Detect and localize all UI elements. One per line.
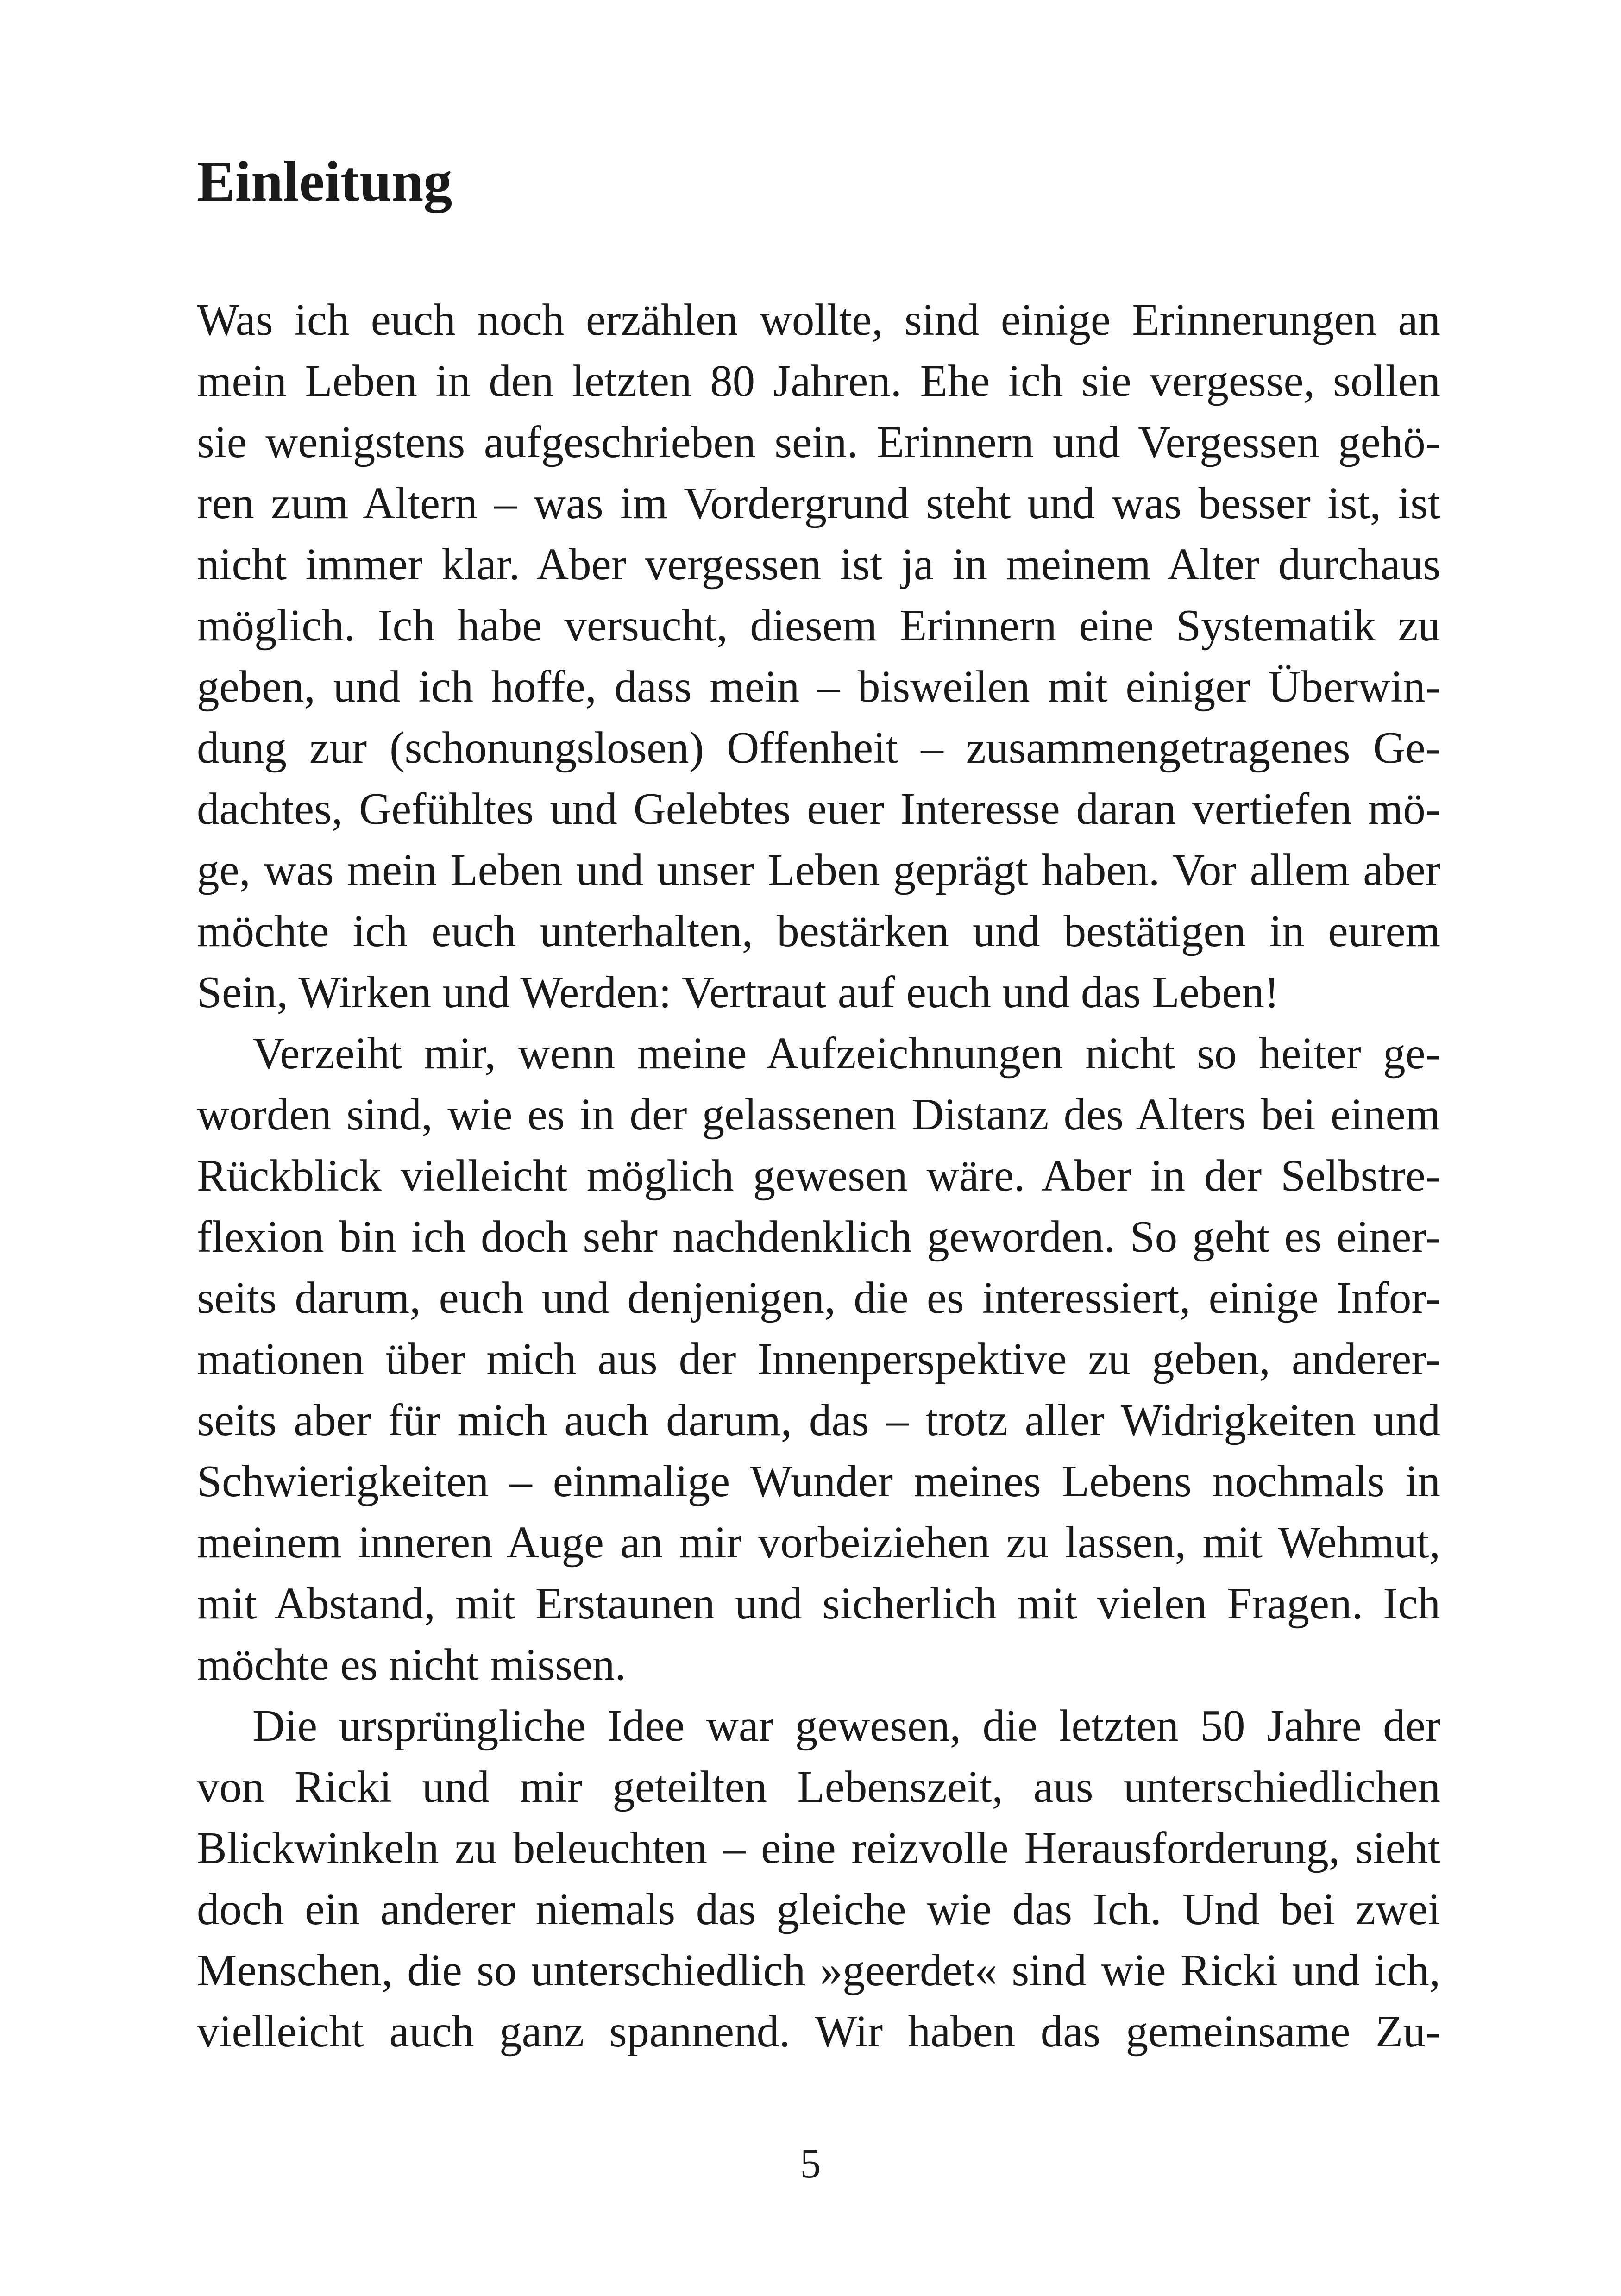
text-line: möchte ich euch unterhalten, bestärken und bestätigen in eurem [197,906,1440,956]
body-text [197,289,1440,2062]
text-line: mationen über mich aus der Innenperspektive zu geben, anderer- [197,1334,1440,1384]
text-line: sie wenigstens aufgeschrieben sein. Erinnern und Vergessen gehö- [197,417,1440,467]
text-line: flexion bin ich doch sehr nachdenklich geworden. So geht es einer- [197,1212,1440,1261]
text-line: worden sind, wie es in der gelassenen Distanz des Alters bei einem [197,1090,1440,1139]
text-line: vielleicht auch ganz spannend. Wir haben das gemeinsame Zu- [197,2007,1440,2056]
text-line: von Ricki und mir geteilten Lebenszeit, aus unterschiedlichen [197,1762,1440,1812]
text-line: dachtes, Gefühltes und Gelebtes euer Interesse daran vertiefen mö- [197,784,1440,834]
text-line: Die ursprüngliche Idee war gewesen, die letzten 50 Jahre der [252,1701,1440,1750]
text-line: Blickwinkeln zu beleuchten – eine reizvolle Herausforderung, sieht [197,1823,1440,1873]
text-line: möglich. Ich habe versucht, diesem Erinnern eine Systematik zu [197,601,1440,650]
text-line: möchte es nicht missen. [197,1640,626,1689]
text-line: geben, und ich hoffe, dass mein – bisweilen mit einiger Überwin- [197,662,1440,711]
text-line: seits darum, euch und denjenigen, die es interessiert, einige Infor- [197,1273,1440,1323]
text-line: Verzeiht mir, wenn meine Aufzeichnungen nicht so heiter ge- [252,1029,1440,1078]
text-line: ge, was mein Leben und unser Leben geprägt haben. Vor allem aber [197,845,1440,895]
text-line: Menschen, die so unterschiedlich »geerdet« sind wie Ricki und ich, [197,1945,1440,1995]
text-line: nicht immer klar. Aber vergessen ist ja in meinem Alter durchaus [197,539,1440,589]
text-line: mein Leben in den letzten 80 Jahren. Ehe ich sie vergesse, sollen [197,356,1440,406]
text-line: seits aber für mich auch darum, das – trotz aller Widrigkeiten und [197,1395,1440,1445]
text-line: Was ich euch noch erzählen wollte, sind einige Erinnerungen an [197,295,1440,345]
text-line: Schwierigkeiten – einmalige Wunder meines Lebens nochmals in [197,1456,1440,1506]
text-line: meinem inneren Auge an mir vorbeiziehen zu lassen, mit Wehmut, [197,1518,1440,1567]
text-line: doch ein anderer niemals das gleiche wie das Ich. Und bei zwei [197,1884,1440,1934]
text-line: Sein, Wirken und Werden: Vertraut auf euch und das Leben! [197,967,1280,1017]
text-line: mit Abstand, mit Erstaunen und sicherlich mit vielen Fragen. Ich [197,1579,1440,1628]
text-line: Rückblick vielleicht möglich gewesen wäre. Aber in der Selbstre- [197,1151,1440,1200]
text-line: dung zur (schonungslosen) Offenheit – zusammengetragenes Ge- [197,723,1440,772]
chapter-heading: Einleitung [197,150,452,213]
text-line: ren zum Altern – was im Vordergrund steht und was besser ist, ist [197,478,1440,528]
page-number: 5 [800,2141,821,2187]
